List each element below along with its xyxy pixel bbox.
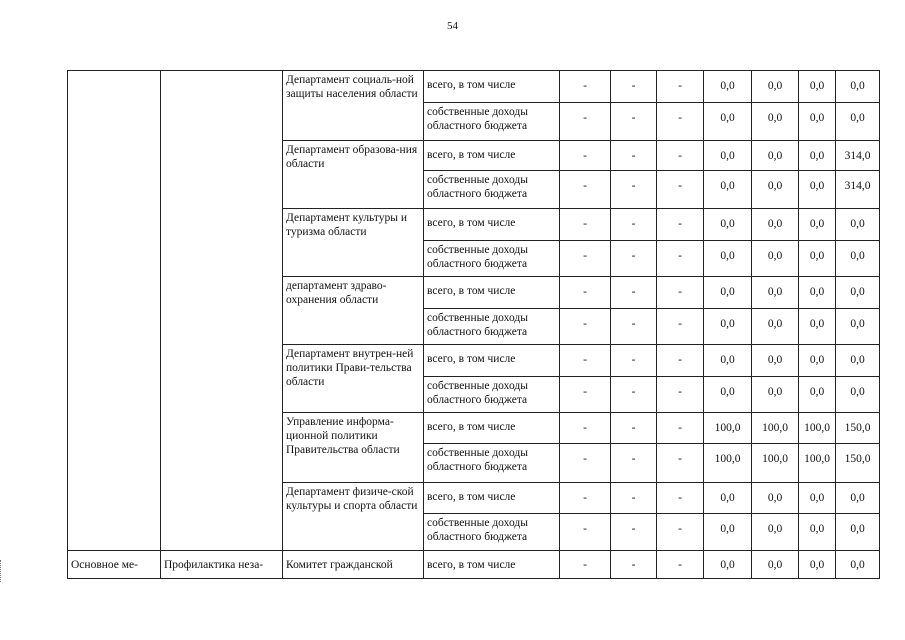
value-cell: 150,0: [836, 413, 880, 444]
value-cell: -: [657, 141, 704, 171]
value-cell: 0,0: [836, 551, 880, 579]
value-cell: -: [611, 377, 657, 413]
value-cell: 150,0: [836, 444, 880, 483]
funding-type-total: всего, в том числе: [424, 413, 560, 444]
funding-type-total: всего, в том числе: [424, 71, 560, 103]
value-cell: 0,0: [799, 514, 836, 551]
value-cell: 0,0: [704, 483, 752, 514]
value-cell: 100,0: [704, 413, 752, 444]
funding-type-own: собственные доходы областного бюджета: [424, 241, 560, 277]
value-cell: 0,0: [752, 241, 799, 277]
funding-type-total: всего, в том числе: [424, 483, 560, 514]
value-cell: -: [657, 444, 704, 483]
value-cell: 314,0: [836, 141, 880, 171]
value-cell: 0,0: [836, 514, 880, 551]
value-cell: -: [560, 141, 611, 171]
funding-type-total: всего, в том числе: [424, 345, 560, 377]
department-name: Департамент физиче-ской культуры и спорта области: [283, 483, 424, 551]
value-cell: -: [611, 103, 657, 141]
value-cell: 0,0: [799, 377, 836, 413]
value-cell: 0,0: [752, 345, 799, 377]
value-cell: -: [657, 71, 704, 103]
value-cell: -: [657, 413, 704, 444]
value-cell: 0,0: [752, 209, 799, 241]
value-cell: -: [560, 483, 611, 514]
value-cell: 0,0: [799, 241, 836, 277]
measure-name: Основное ме-: [68, 551, 161, 579]
value-cell: -: [611, 141, 657, 171]
value-cell: -: [657, 241, 704, 277]
funding-type-own: собственные доходы областного бюджета: [424, 514, 560, 551]
value-cell: -: [611, 309, 657, 345]
value-cell: 0,0: [836, 241, 880, 277]
value-cell: -: [560, 71, 611, 103]
value-cell: 0,0: [752, 71, 799, 103]
funding-type-own: собственные доходы областного бюджета: [424, 309, 560, 345]
table-row: [68, 551, 880, 579]
department-name: Департамент внутрен-ней политики Прави-тельства области: [283, 345, 424, 413]
value-cell: -: [657, 277, 704, 309]
value-cell: -: [560, 103, 611, 141]
value-cell: 0,0: [799, 171, 836, 209]
measure-description: Профилактика неза-: [161, 551, 283, 579]
value-cell: 0,0: [836, 103, 880, 141]
value-cell: 0,0: [799, 345, 836, 377]
empty-cell: [68, 71, 161, 551]
value-cell: 0,0: [836, 483, 880, 514]
value-cell: 0,0: [836, 209, 880, 241]
value-cell: -: [611, 71, 657, 103]
value-cell: -: [560, 171, 611, 209]
value-cell: 0,0: [799, 483, 836, 514]
value-cell: 100,0: [799, 413, 836, 444]
department-name: департамент здраво-охранения области: [283, 277, 424, 345]
value-cell: 0,0: [752, 377, 799, 413]
value-cell: 0,0: [704, 141, 752, 171]
value-cell: -: [560, 345, 611, 377]
table-row: [68, 71, 880, 103]
value-cell: 0,0: [799, 277, 836, 309]
value-cell: 0,0: [752, 514, 799, 551]
value-cell: 0,0: [752, 309, 799, 345]
value-cell: -: [611, 483, 657, 514]
value-cell: -: [657, 514, 704, 551]
value-cell: 0,0: [704, 551, 752, 579]
value-cell: -: [657, 171, 704, 209]
value-cell: 0,0: [799, 209, 836, 241]
value-cell: -: [611, 171, 657, 209]
value-cell: 314,0: [836, 171, 880, 209]
value-cell: 0,0: [836, 345, 880, 377]
value-cell: 0,0: [704, 345, 752, 377]
value-cell: 0,0: [704, 377, 752, 413]
empty-cell: [161, 71, 283, 551]
department-name: Комитет гражданской: [283, 551, 424, 579]
value-cell: 100,0: [752, 413, 799, 444]
value-cell: -: [560, 377, 611, 413]
value-cell: 0,0: [799, 551, 836, 579]
value-cell: 0,0: [799, 103, 836, 141]
funding-type-total: всего, в том числе: [424, 551, 560, 579]
value-cell: 0,0: [836, 277, 880, 309]
funding-type-own: собственные доходы областного бюджета: [424, 377, 560, 413]
value-cell: -: [611, 209, 657, 241]
value-cell: -: [611, 514, 657, 551]
value-cell: -: [560, 277, 611, 309]
value-cell: -: [657, 103, 704, 141]
value-cell: 0,0: [752, 277, 799, 309]
value-cell: 100,0: [752, 444, 799, 483]
value-cell: -: [560, 413, 611, 444]
value-cell: -: [560, 309, 611, 345]
funding-type-own: собственные доходы областного бюджета: [424, 444, 560, 483]
budget-table: [67, 70, 880, 579]
value-cell: 100,0: [799, 444, 836, 483]
value-cell: 0,0: [752, 483, 799, 514]
value-cell: 0,0: [704, 277, 752, 309]
value-cell: 0,0: [704, 514, 752, 551]
value-cell: 0,0: [799, 309, 836, 345]
value-cell: -: [657, 209, 704, 241]
value-cell: 0,0: [836, 71, 880, 103]
value-cell: -: [560, 241, 611, 277]
value-cell: -: [611, 345, 657, 377]
department-name: Департамент культуры и туризма области: [283, 209, 424, 277]
value-cell: 0,0: [704, 241, 752, 277]
value-cell: 0,0: [704, 209, 752, 241]
value-cell: 100,0: [704, 444, 752, 483]
value-cell: 0,0: [799, 71, 836, 103]
department-name: Департамент социаль-ной защиты населения области: [283, 71, 424, 141]
page-number: 54: [447, 20, 458, 32]
value-cell: -: [560, 444, 611, 483]
value-cell: 0,0: [704, 103, 752, 141]
value-cell: -: [560, 514, 611, 551]
value-cell: 0,0: [752, 103, 799, 141]
department-name: Департамент образова-ния области: [283, 141, 424, 209]
value-cell: -: [611, 444, 657, 483]
value-cell: 0,0: [704, 309, 752, 345]
value-cell: -: [560, 209, 611, 241]
value-cell: -: [611, 241, 657, 277]
scan-edge-mark: [0, 560, 4, 582]
value-cell: -: [611, 413, 657, 444]
value-cell: -: [560, 551, 611, 579]
funding-type-total: всего, в том числе: [424, 277, 560, 309]
value-cell: -: [657, 377, 704, 413]
value-cell: 0,0: [704, 171, 752, 209]
funding-type-own: собственные доходы областного бюджета: [424, 103, 560, 141]
value-cell: 0,0: [836, 309, 880, 345]
value-cell: 0,0: [836, 377, 880, 413]
value-cell: -: [657, 345, 704, 377]
value-cell: 0,0: [752, 171, 799, 209]
value-cell: 0,0: [752, 141, 799, 171]
value-cell: -: [611, 551, 657, 579]
value-cell: -: [611, 277, 657, 309]
value-cell: 0,0: [799, 141, 836, 171]
department-name: Управление информа-ционной политики Правительства области: [283, 413, 424, 483]
value-cell: -: [657, 483, 704, 514]
value-cell: 0,0: [704, 71, 752, 103]
value-cell: -: [657, 309, 704, 345]
value-cell: -: [657, 551, 704, 579]
funding-type-own: собственные доходы областного бюджета: [424, 171, 560, 209]
funding-type-total: всего, в том числе: [424, 141, 560, 171]
table-body: [68, 71, 880, 579]
funding-type-total: всего, в том числе: [424, 209, 560, 241]
value-cell: 0,0: [752, 551, 799, 579]
